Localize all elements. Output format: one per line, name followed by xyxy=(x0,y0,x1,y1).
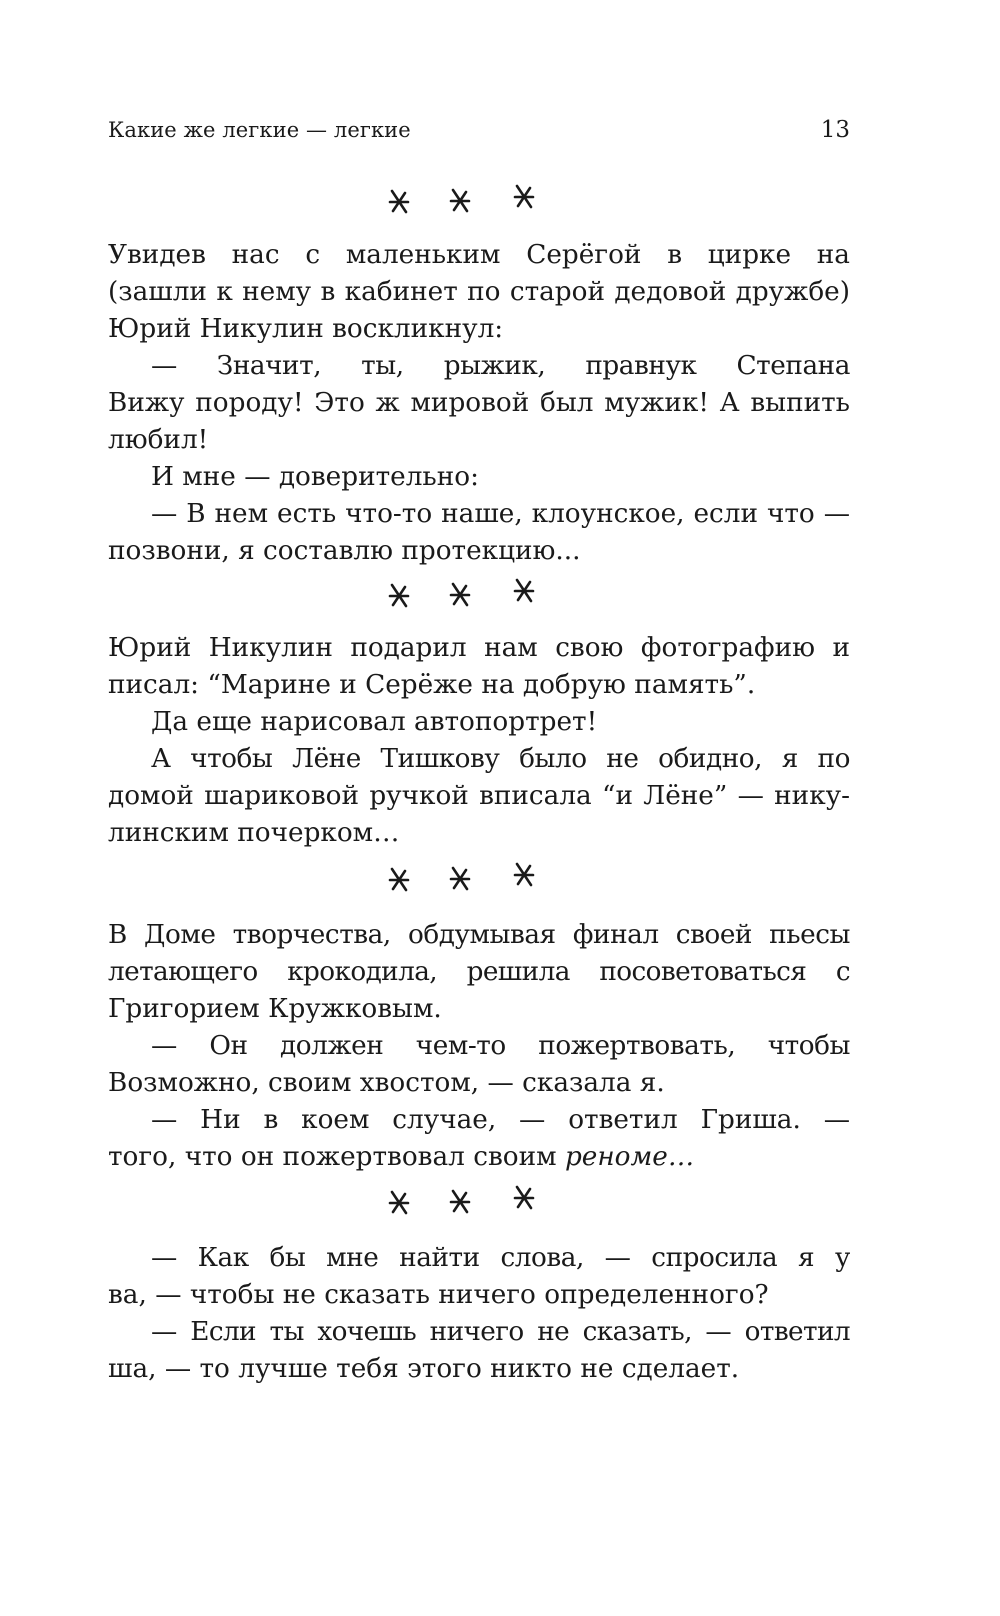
asterism-icon xyxy=(387,577,562,617)
text-line: ва, — чтобы не сказать ничего определенного? xyxy=(108,1280,769,1310)
text-line: — В нем есть что-то наше, клоунское, если что — xyxy=(151,499,850,529)
page-number: 13 xyxy=(820,117,850,143)
text-line: Увидев нас с маленьким Серёгой в цирке на xyxy=(108,240,850,270)
section-separator xyxy=(387,1184,562,1224)
text-line: Григорием Кружковым. xyxy=(108,994,442,1024)
text-line: Возможно, своим хвостом, — сказала я. xyxy=(108,1068,665,1098)
section-separator xyxy=(387,861,562,901)
section-separator xyxy=(387,577,562,617)
text-line: А чтобы Лёне Тишкову было не обидно, я по xyxy=(151,744,850,774)
text-line: Вижу породу! Это ж мировой был мужик! А выпить xyxy=(108,388,850,418)
section-1-text xyxy=(108,237,850,570)
section-4-text xyxy=(108,1240,850,1388)
text-line: любил! xyxy=(108,425,209,455)
text-line: В Доме творчества, обдумывая финал своей пьесы xyxy=(108,920,850,950)
text-line: И мне — доверительно: xyxy=(151,462,479,492)
text-line: ша, — то лучше тебя этого никто не сделает. xyxy=(108,1354,740,1384)
text-run: того, что он пожертвовал своим xyxy=(108,1142,565,1172)
text-line: позвони, я составлю протекцию... xyxy=(108,536,581,566)
text-line: писал: “Марине и Серёже на добрую память”. xyxy=(108,670,756,700)
text-line: — Если ты хочешь ничего не сказать, — ответил xyxy=(151,1317,850,1347)
text-line: летающего крокодила, решила посоветоваться с xyxy=(108,957,850,987)
running-title: Какие же легкие — легкие xyxy=(108,118,411,142)
text-line: домой шариковой ручкой вписала “и Лёне” — нику- xyxy=(108,781,850,811)
section-2-text xyxy=(108,630,850,852)
text-line: — Значит, ты, рыжик, правнук Степана xyxy=(151,351,850,381)
italic-word: реноме… xyxy=(564,1142,695,1172)
text-line: (зашли к нему в кабинет по старой дедовой дружбе) xyxy=(108,277,850,307)
text-line: — Как бы мне найти слова, — спросила я у xyxy=(151,1243,850,1273)
asterism-icon xyxy=(387,1184,562,1224)
asterism-icon xyxy=(387,183,562,223)
text-line: Да еще нарисовал автопортрет! xyxy=(151,707,598,737)
text-line: — Ни в коем случае, — ответил Гриша. — xyxy=(151,1105,850,1135)
text-line: — Он должен чем-то пожертвовать, чтобы xyxy=(151,1031,850,1061)
text-line: Юрий Никулин подарил нам свою фотографию и xyxy=(108,633,850,663)
text-line: линским почерком… xyxy=(108,818,400,848)
text-line: Юрий Никулин воскликнул: xyxy=(108,314,504,344)
section-separator xyxy=(387,183,562,223)
text-line xyxy=(108,1139,850,1176)
section-3-text xyxy=(108,917,850,1176)
asterism-icon xyxy=(387,861,562,901)
